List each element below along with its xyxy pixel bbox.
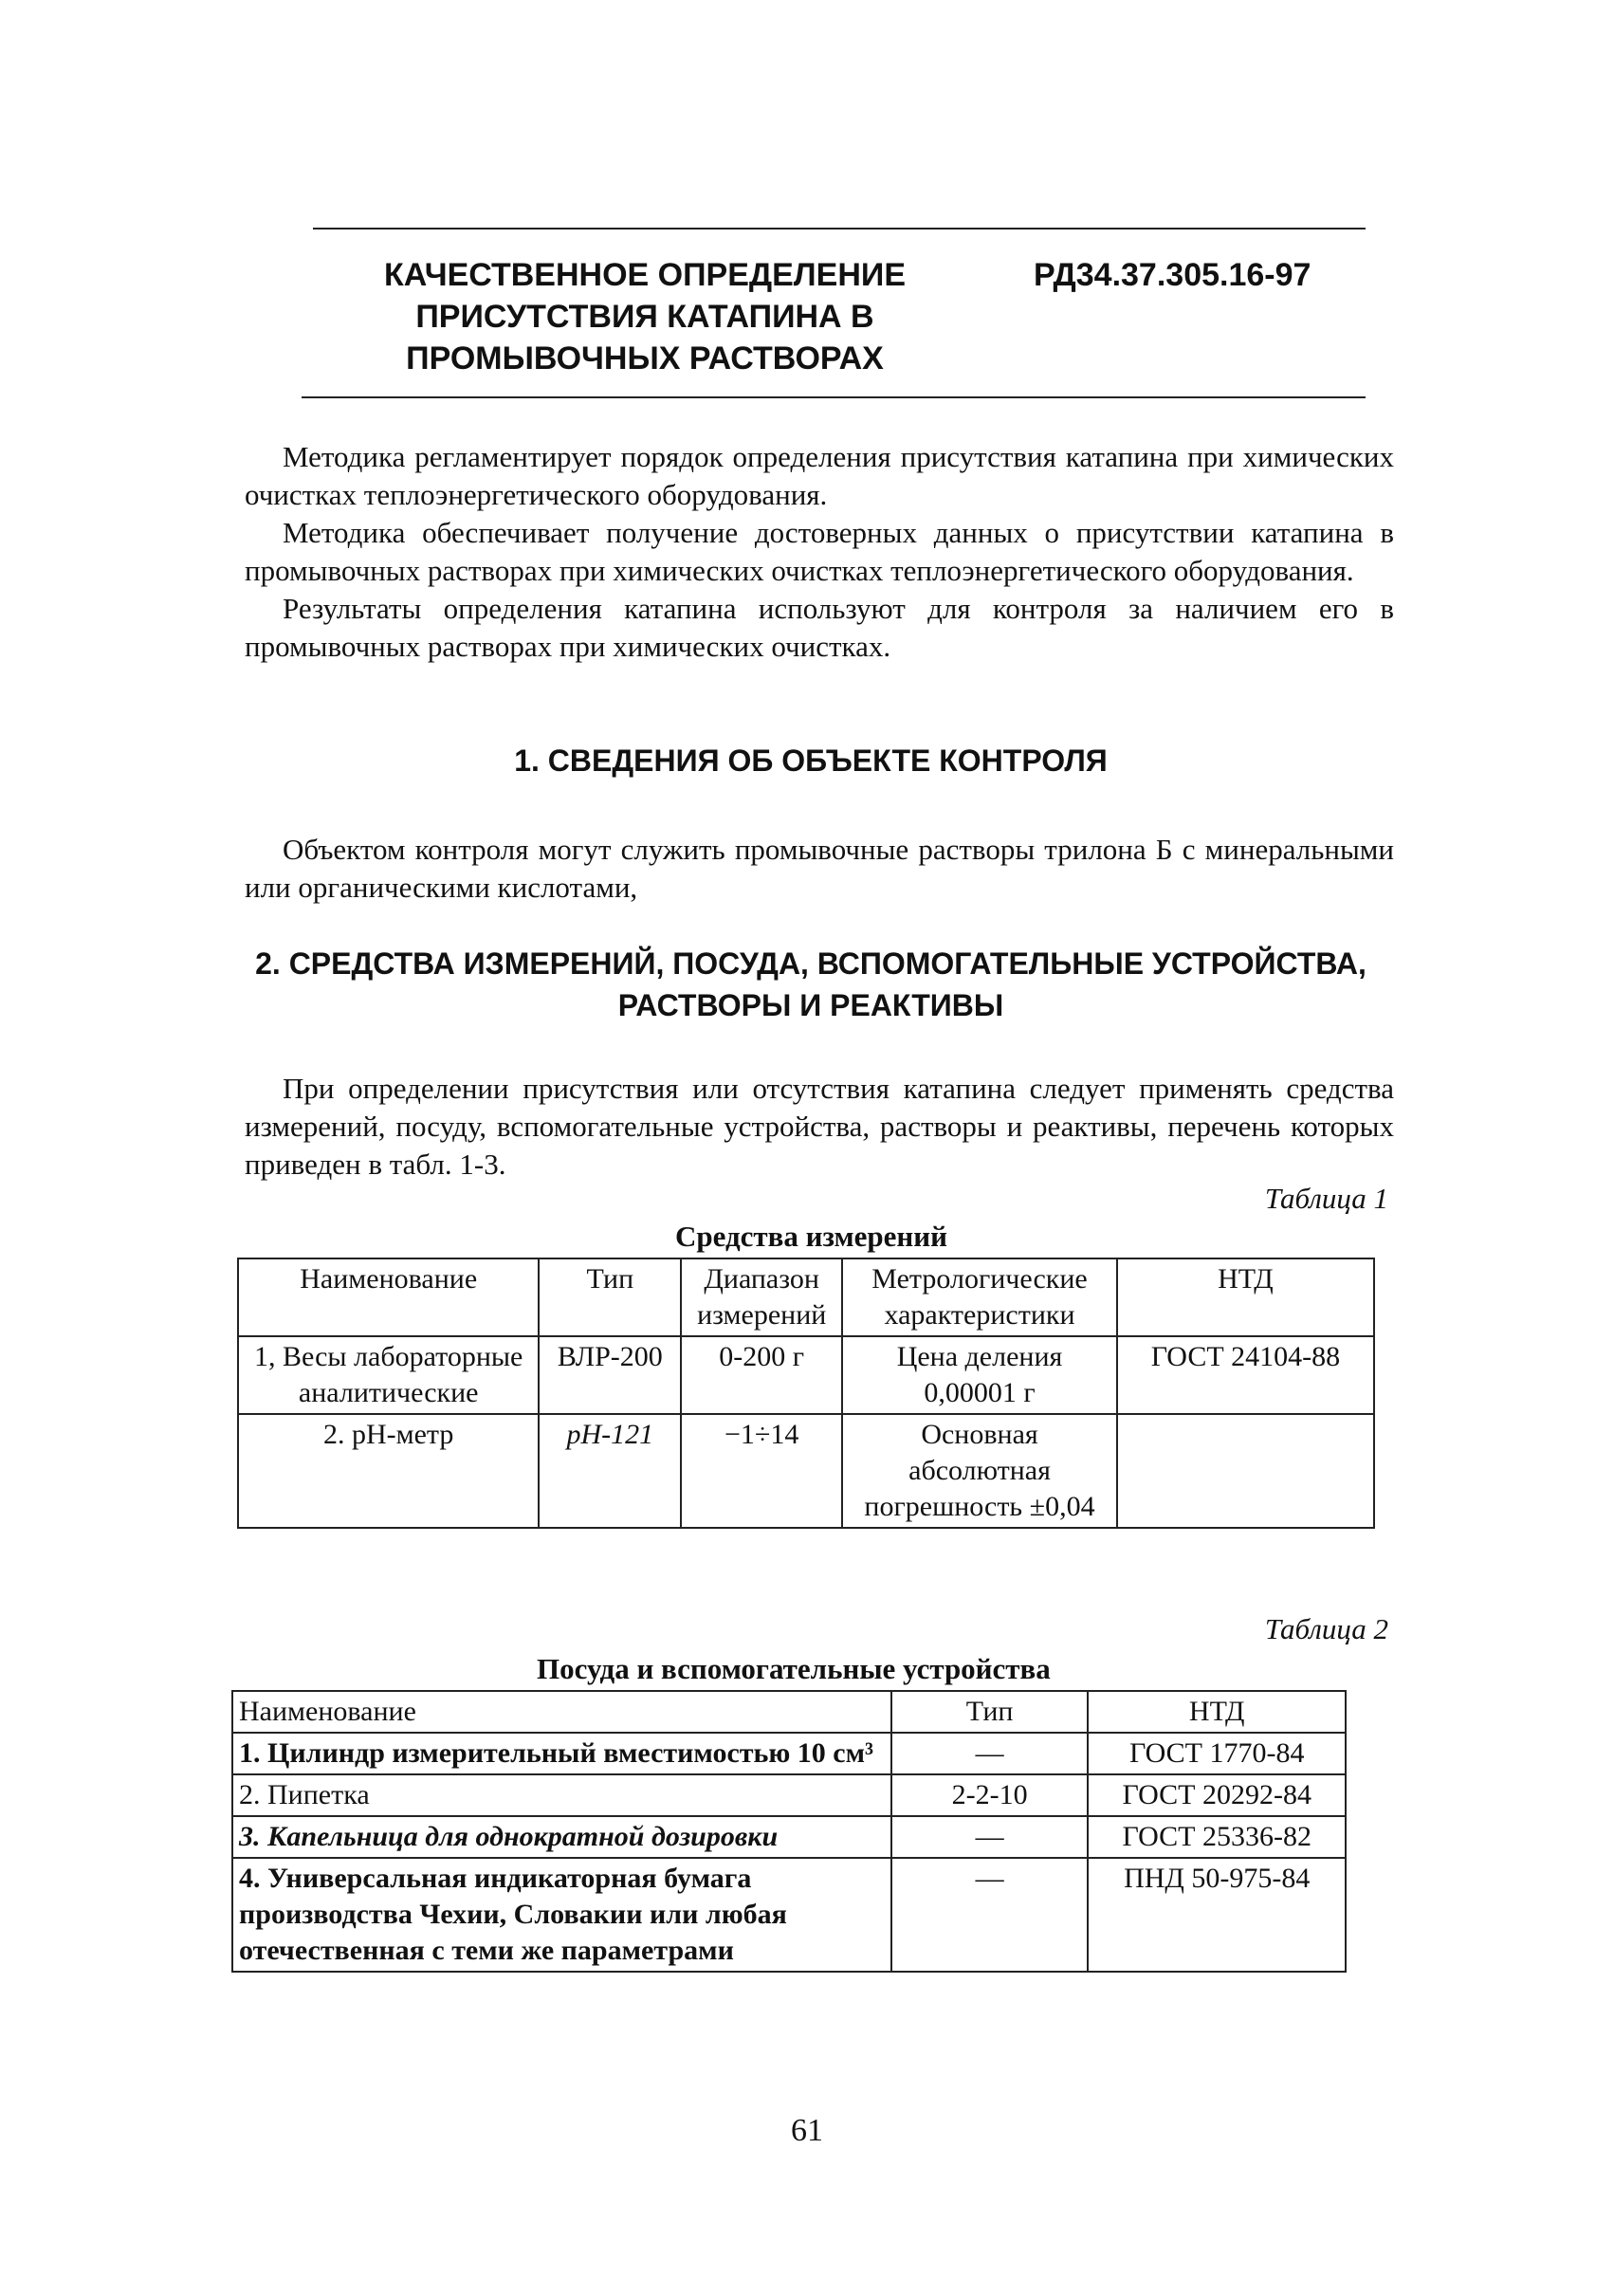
intro-text (245, 438, 1394, 666)
header-cell: Наименование (238, 1258, 539, 1336)
intro-paragraph: Методика обеспечивает получение достоверных данных о присутствии катапина в промывочных растворах при химических очистках теплоэнергетического оборудования. (245, 516, 1394, 587)
table-cell: ГОСТ 25336-82 (1088, 1816, 1346, 1858)
table-cell: Основная абсолютная погрешность ±0,04 (842, 1414, 1117, 1528)
table-cell: 2-2-10 (891, 1774, 1089, 1816)
header-cell: НТД (1088, 1691, 1346, 1733)
title-rule (302, 396, 1366, 398)
title-line: ПРОМЫВОЧНЫХ РАСТВОРАХ (406, 340, 884, 377)
table-cell: — (891, 1733, 1089, 1774)
intro-paragraph: Результаты определения катапина используют для контроля за наличием его в промывочных растворах при химических очистках. (245, 592, 1394, 663)
table-2-caption: Посуда и вспомогательные устройства (537, 1652, 1051, 1685)
table-cell (1117, 1414, 1374, 1528)
table-2-label: Таблица 2 (1264, 1612, 1388, 1645)
header-cell: НТД (1117, 1258, 1374, 1336)
table-row (238, 1336, 1374, 1414)
header-cell: Наименование (232, 1691, 891, 1733)
section-1-text (245, 831, 1394, 907)
table-cell: ГОСТ 1770-84 (1088, 1733, 1346, 1774)
section-2-text (245, 1070, 1394, 1184)
table-1-label: Таблица 1 (1264, 1182, 1388, 1215)
table-1-caption: Средства измерений (675, 1220, 947, 1253)
table-row (238, 1414, 1374, 1528)
title-line: ПРИСУТСТВИЯ КАТАПИНА В (415, 299, 874, 335)
heading-line: 2. СРЕДСТВА ИЗМЕРЕНИЙ, ПОСУДА, ВСПОМОГАТЕЛЬНЫЕ УСТРОЙСТВА, (255, 946, 1366, 981)
table-header-row (238, 1258, 1374, 1336)
table-header-row (232, 1691, 1346, 1733)
measurement-instruments-table (237, 1258, 1375, 1529)
header-cell: Метрологические характеристики (842, 1258, 1117, 1336)
table-row (232, 1733, 1346, 1774)
table-cell: 1. Цилиндр измерительный вместимостью 10 см³ (232, 1733, 891, 1774)
table-cell: 4. Универсальная индикаторная бумага производства Чехии, Словакии или любая отечественная с теми же параметрами (232, 1858, 891, 1972)
heading-line: 1. СВЕДЕНИЯ ОБ ОБЪЕКТЕ КОНТРОЛЯ (514, 744, 1108, 778)
header-cell: Диапазон измерений (681, 1258, 842, 1336)
table-cell: ПНД 50-975-84 (1088, 1858, 1346, 1972)
table-cell: ГОСТ 20292-84 (1088, 1774, 1346, 1816)
table-cell: ГОСТ 24104-88 (1117, 1336, 1374, 1414)
document-title (341, 254, 948, 379)
heading-line: РАСТВОРЫ И РЕАКТИВЫ (617, 988, 1004, 1022)
table-cell: — (891, 1858, 1089, 1972)
table-cell: 2. Пипетка (232, 1774, 891, 1816)
section-1-paragraph: Объектом контроля могут служить промывочные растворы трилона Б с минеральными или органическими кислотами, (245, 833, 1394, 904)
document-code: РД34.37.305.16-97 (1034, 257, 1311, 293)
table-row (232, 1858, 1346, 1972)
header-cell: Тип (539, 1258, 681, 1336)
page-number: 61 (791, 2113, 823, 2148)
table-cell: 3. Капельница для однократной дозировки (232, 1816, 891, 1858)
header-cell: Тип (891, 1691, 1089, 1733)
table-cell: — (891, 1816, 1089, 1858)
top-rule (313, 228, 1366, 230)
table-cell: 2. pH-метр (238, 1414, 539, 1528)
table-row (232, 1774, 1346, 1816)
title-line: КАЧЕСТВЕННОЕ ОПРЕДЕЛЕНИЕ (383, 257, 906, 293)
section-2-paragraph: При определении присутствия или отсутствия катапина следует применять средства измерений, посуду, вспомогательные устройства, растворы и реактивы, перечень которых приведен в табл. 1-3. (245, 1072, 1394, 1181)
table-cell: ВЛР-200 (539, 1336, 681, 1414)
table-cell: 1, Весы лабораторные аналитические (238, 1336, 539, 1414)
table-cell: Цена деления 0,00001 г (842, 1336, 1117, 1414)
utensils-devices-table (231, 1690, 1347, 1973)
intro-paragraph: Методика регламентирует порядок определения присутствия катапина при химических очистках теплоэнергетического оборудования. (245, 440, 1394, 511)
table-row (232, 1816, 1346, 1858)
table-cell: pH-121 (539, 1414, 681, 1528)
table-cell: 0-200 г (681, 1336, 842, 1414)
section-1-heading (228, 740, 1394, 781)
section-2-heading (228, 943, 1394, 1026)
table-cell: −1÷14 (681, 1414, 842, 1528)
